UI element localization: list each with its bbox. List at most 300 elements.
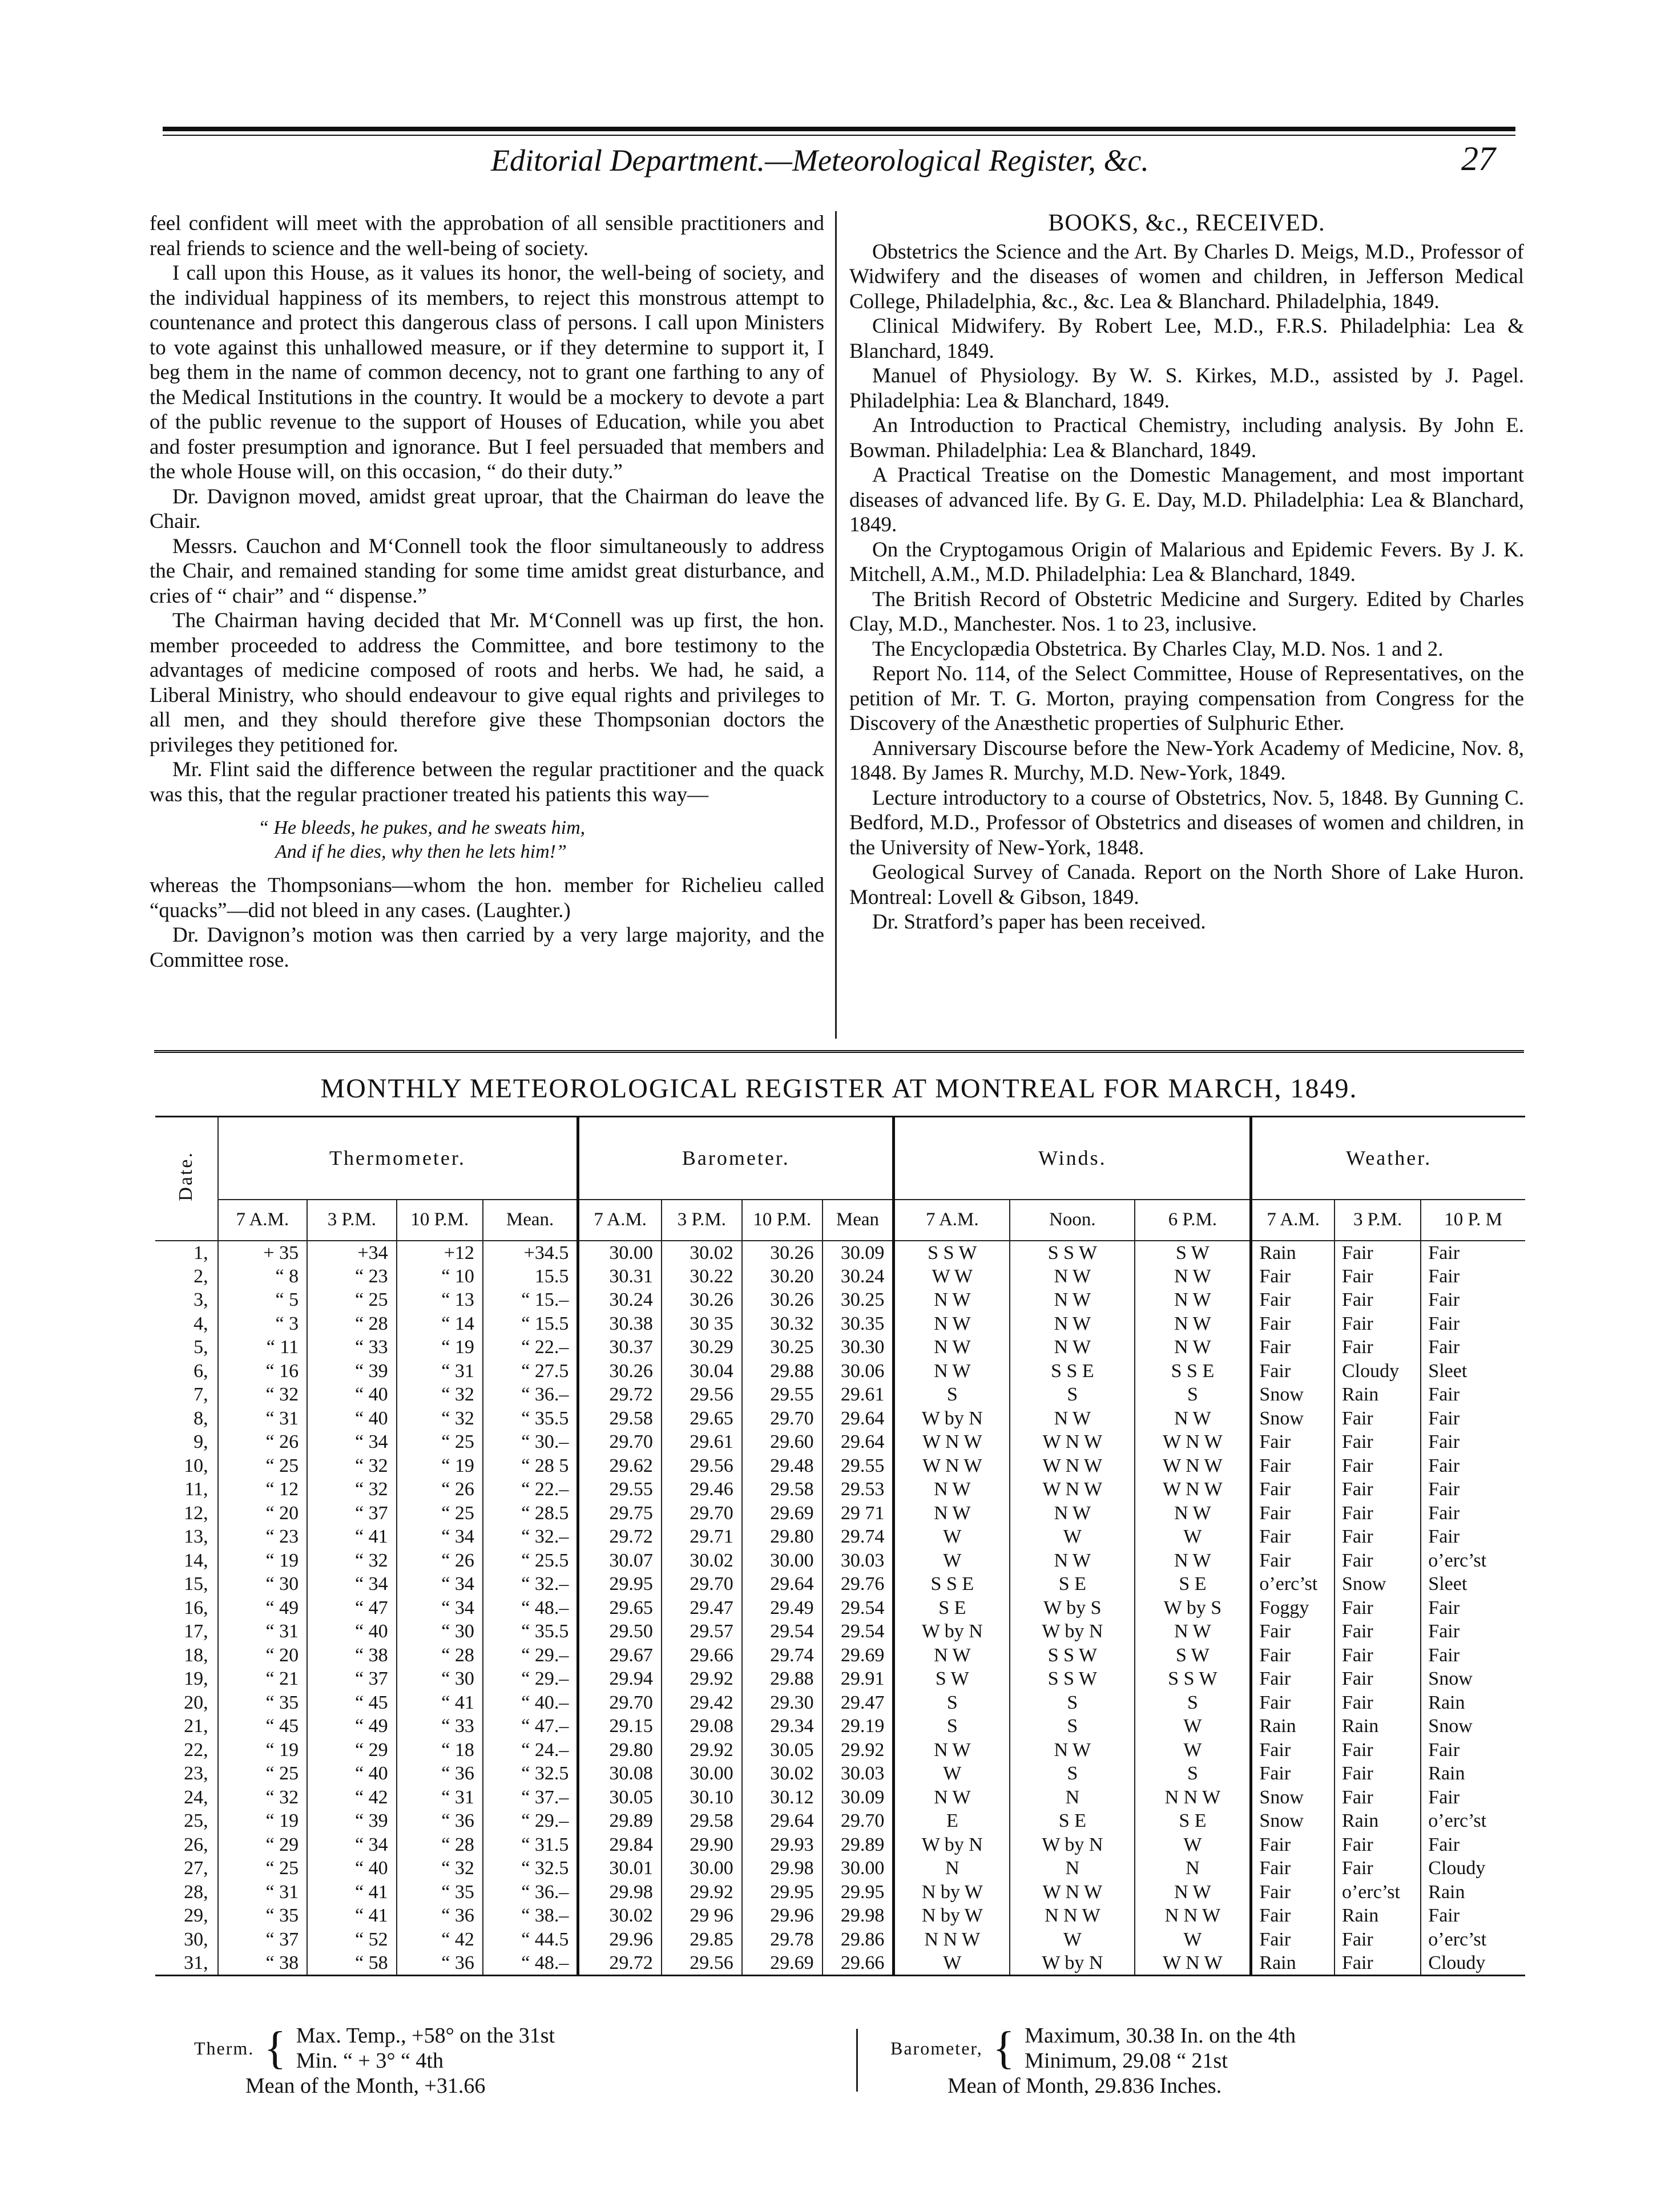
table-cell: 30.00 [662, 1762, 742, 1786]
table-cell: N W [1010, 1312, 1135, 1336]
table-cell: 29.91 [823, 1667, 894, 1691]
date-cell: 23, [184, 1763, 208, 1785]
table-row [155, 1596, 1525, 1620]
table-cell: 29.96 [578, 1928, 662, 1952]
date-cell: 29, [184, 1905, 208, 1927]
table-cell: “ 12 [218, 1478, 308, 1501]
table-cell: Fair [1335, 1549, 1421, 1573]
table-cell: Fair [1251, 1335, 1335, 1359]
section-rule [154, 1050, 1524, 1053]
table-cell: W N W [1135, 1478, 1251, 1501]
column-header: 10 P. M [1421, 1200, 1525, 1241]
table-sub-header [155, 1200, 1525, 1241]
table-cell: “ 41 [307, 1880, 397, 1904]
table-row [155, 1714, 1525, 1738]
table-cell: W by N [1010, 1951, 1135, 1976]
date-cell: 7, [193, 1384, 208, 1406]
table-cell: 29.30 [742, 1691, 823, 1715]
table-cell: 29.92 [662, 1738, 742, 1762]
table-cell: Snow [1251, 1786, 1335, 1810]
table-cell: N N W [1135, 1786, 1251, 1810]
table-cell: Sleet [1421, 1572, 1525, 1596]
table-cell: S S W [1135, 1667, 1251, 1691]
table-cell: 29.95 [742, 1880, 823, 1904]
paragraph: feel confident will meet with the approbation of all sensible practitioners and real friends to science and the well-being of society. [150, 212, 824, 260]
right-column [849, 211, 1524, 935]
table-cell: N W [894, 1335, 1010, 1359]
table-cell: 30.24 [578, 1288, 662, 1312]
table-cell: Fair [1251, 1691, 1335, 1715]
table-cell: 29.92 [662, 1880, 742, 1904]
therm-max: Max. Temp., +58° on the 31st [296, 2024, 555, 2048]
table-cell: “ 19 [397, 1335, 483, 1359]
date-cell: 10, [184, 1455, 208, 1476]
table-cell: Fair [1335, 1335, 1421, 1359]
table-cell: Rain [1251, 1951, 1335, 1976]
table-cell: “ 32 [307, 1454, 397, 1478]
table-cell: 29.66 [662, 1644, 742, 1668]
verse-line: And if he dies, why then he lets him!” [275, 841, 567, 862]
table-cell: “ 36.– [483, 1383, 578, 1407]
table-cell: E [894, 1809, 1010, 1833]
table-cell: N W [1135, 1288, 1251, 1312]
table-cell: 29.47 [662, 1596, 742, 1620]
table-cell: Rain [1335, 1714, 1421, 1738]
table-cell: Fair [1421, 1288, 1525, 1312]
table-cell: 29.56 [662, 1454, 742, 1478]
summary-divider [856, 2029, 858, 2092]
table-cell: Fair [1335, 1620, 1421, 1644]
column-header: 10 P.M. [742, 1200, 823, 1241]
verse-line: “ He bleeds, he pukes, and he sweats him, [258, 817, 586, 838]
table-cell: 29.95 [578, 1572, 662, 1596]
table-cell: 29.95 [823, 1880, 894, 1904]
table-cell: “ 3 [218, 1312, 308, 1336]
table-cell: W N W [1010, 1880, 1135, 1904]
table-cell: “ 36 [397, 1762, 483, 1786]
table-cell: N [1135, 1856, 1251, 1880]
table-cell: 29.58 [742, 1478, 823, 1501]
table-cell: “ 21 [218, 1667, 308, 1691]
table-cell: Fair [1335, 1928, 1421, 1952]
table-cell: 29.64 [823, 1430, 894, 1454]
table-cell: 29.64 [742, 1809, 823, 1833]
table-cell: “ 25 [397, 1430, 483, 1454]
table-cell: “ 40 [307, 1383, 397, 1407]
table-group-header [155, 1117, 1525, 1200]
table-cell: 30.38 [578, 1312, 662, 1336]
table-cell: N W [1010, 1335, 1135, 1359]
table-row [155, 1383, 1525, 1407]
table-cell: “ 28 [397, 1833, 483, 1857]
table-cell: 30.05 [578, 1786, 662, 1810]
table-cell: 30.08 [578, 1762, 662, 1786]
table-cell: W N W [1135, 1454, 1251, 1478]
books-heading: BOOKS, &c., RECEIVED. [1048, 210, 1325, 236]
table-cell: “ 28 5 [483, 1454, 578, 1478]
table-cell: W by N [894, 1620, 1010, 1644]
table-cell: N by W [894, 1880, 1010, 1904]
table-cell: Rain [1421, 1691, 1525, 1715]
date-cell: 13, [184, 1526, 208, 1548]
table-cell: “ 29.– [483, 1809, 578, 1833]
table-cell: S S W [1010, 1644, 1135, 1668]
table-row [155, 1904, 1525, 1928]
table-cell: 30.01 [578, 1856, 662, 1880]
table-cell: 29.86 [823, 1928, 894, 1952]
verse-quote [258, 816, 824, 864]
table-cell: Fair [1335, 1430, 1421, 1454]
table-cell: “ 32.5 [483, 1762, 578, 1786]
table-cell: “ 52 [307, 1928, 397, 1952]
table-row [155, 1809, 1525, 1833]
table-cell: 29.55 [578, 1478, 662, 1501]
table-cell: “ 37.– [483, 1786, 578, 1810]
table-cell: “ 40 [307, 1620, 397, 1644]
table-cell: W [1010, 1928, 1135, 1952]
table-cell: W N W [1135, 1951, 1251, 1976]
table-cell: Foggy [1251, 1596, 1335, 1620]
date-cell: 25, [184, 1810, 208, 1832]
table-cell: 30.00 [578, 1241, 662, 1265]
table-cell: W N W [894, 1430, 1010, 1454]
column-header: 6 P.M. [1135, 1200, 1251, 1241]
table-cell: “ 8 [218, 1265, 308, 1289]
table-cell: “ 38 [307, 1644, 397, 1668]
table-cell: 30.26 [662, 1288, 742, 1312]
table-cell: N W [1135, 1620, 1251, 1644]
winds-header: Winds. [894, 1117, 1251, 1200]
table-cell: 29.84 [578, 1833, 662, 1857]
table-cell: W [894, 1525, 1010, 1549]
table-cell: 30.26 [578, 1359, 662, 1383]
table-cell: Fair [1421, 1833, 1525, 1857]
table-cell: “ 28 [397, 1644, 483, 1668]
table-cell: N [1010, 1786, 1135, 1810]
table-cell: 29.62 [578, 1454, 662, 1478]
table-cell: 30.07 [578, 1549, 662, 1573]
table-cell: “ 47.– [483, 1714, 578, 1738]
table-cell: 29.92 [662, 1667, 742, 1691]
table-cell: 29.70 [578, 1691, 662, 1715]
table-cell: “ 41 [397, 1691, 483, 1715]
date-cell: 6, [193, 1360, 208, 1382]
table-cell: “ 26 [218, 1430, 308, 1454]
table-cell: S [894, 1714, 1010, 1738]
table-cell: “ 30 [218, 1572, 308, 1596]
date-cell: 18, [184, 1644, 208, 1666]
table-cell: S E [1010, 1809, 1135, 1833]
date-cell: 19, [184, 1668, 208, 1690]
table-cell: +34.5 [483, 1241, 578, 1265]
date-cell: 14, [184, 1549, 208, 1571]
table-cell: W N W [1010, 1430, 1135, 1454]
table-cell: 30.04 [662, 1359, 742, 1383]
table-cell: Fair [1335, 1951, 1421, 1976]
table-cell: N N W [1135, 1904, 1251, 1928]
column-header: 3 P.M. [1335, 1200, 1421, 1241]
table-cell: “ 32 [397, 1407, 483, 1431]
table-cell: W [1135, 1833, 1251, 1857]
table-cell: “ 32 [307, 1478, 397, 1501]
table-cell: “ 32.– [483, 1525, 578, 1549]
table-cell: “ 11 [218, 1335, 308, 1359]
table-cell: 29 96 [662, 1904, 742, 1928]
table-cell: 29.19 [823, 1714, 894, 1738]
date-cell: 1, [193, 1242, 208, 1264]
table-cell: o’erc’st [1251, 1572, 1335, 1596]
table-cell: “ 33 [397, 1714, 483, 1738]
table-cell: “ 48.– [483, 1596, 578, 1620]
table-cell: S E [1135, 1572, 1251, 1596]
book-entry: Lecture introductory to a course of Obstetrics, Nov. 5, 1848. By Gunning C. Bedford, M.D., Professor of Obstetrics and diseases of women and children, in the University of New-York, 1848. [849, 786, 1524, 859]
table-row [155, 1335, 1525, 1359]
table-cell: “ 40 [307, 1856, 397, 1880]
baro-label: Barometer, [890, 2038, 983, 2058]
table-cell: W [1010, 1525, 1135, 1549]
column-header: Mean. [483, 1200, 578, 1241]
table-cell: Fair [1335, 1265, 1421, 1289]
table-cell: 30.06 [823, 1359, 894, 1383]
table-row [155, 1620, 1525, 1644]
table-cell: W N W [1135, 1430, 1251, 1454]
table-cell: 29.80 [742, 1525, 823, 1549]
table-cell: Fair [1251, 1478, 1335, 1501]
table-cell: Fair [1251, 1265, 1335, 1289]
date-cell: 5, [193, 1337, 208, 1358]
table-cell: Fair [1251, 1738, 1335, 1762]
table-cell: 29.72 [578, 1951, 662, 1976]
paragraph: I call upon this House, as it values its honor, the well-being of society, and the individual happiness of its members, to reject this monstrous attempt to countenance and protect this dangerous class of persons. I call upon Ministers to vote against this unhallowed measure, or if they determine to support it, I beg them in the name of common decency, not to grant one farthing to any of the Medical Institutions in the country. It would be a mockery to devote a part of the public revenue to the support of Houses of Education, while you abet and foster presumption and ignorance. But I feel persuaded that members and the whole House will, on this occasion, “ do their duty.” [150, 261, 824, 483]
table-cell: “ 19 [218, 1549, 308, 1573]
book-entry: The Encyclopædia Obstetrica. By Charles Clay, M.D. Nos. 1 and 2. [872, 637, 1444, 661]
table-cell: “ 23 [307, 1265, 397, 1289]
table-cell: Fair [1421, 1265, 1525, 1289]
table-cell: Fair [1251, 1644, 1335, 1668]
date-cell: 12, [184, 1502, 208, 1524]
table-cell: 29.71 [662, 1525, 742, 1549]
date-cell: 9, [193, 1431, 208, 1453]
paragraph: whereas the Thompsonians—whom the hon. member for Richelieu called “quacks”—did not bleed in any cases. (Laughter.) [150, 874, 824, 922]
date-cell: 26, [184, 1834, 208, 1855]
table-cell: Fair [1251, 1454, 1335, 1478]
table-cell: Fair [1251, 1833, 1335, 1857]
table-cell: 29.54 [742, 1620, 823, 1644]
table-cell: Fair [1335, 1312, 1421, 1336]
table-cell: Fair [1335, 1525, 1421, 1549]
table-cell: S S W [1010, 1241, 1135, 1265]
table-row [155, 1786, 1525, 1810]
table-cell: “ 35 [218, 1691, 308, 1715]
table-cell: o’erc’st [1421, 1928, 1525, 1952]
table-cell: 29.98 [742, 1856, 823, 1880]
date-cell: 20, [184, 1692, 208, 1713]
table-cell: Fair [1421, 1454, 1525, 1478]
barometer-summary [890, 2023, 1518, 2098]
table-cell: N W [894, 1786, 1010, 1810]
column-header: Mean [823, 1200, 894, 1241]
table-cell: 29.92 [823, 1738, 894, 1762]
table-row [155, 1312, 1525, 1336]
table-cell: S S W [894, 1241, 1010, 1265]
book-entry: An Introduction to Practical Chemistry, including analysis. By John E. Bowman. Philadelphia: Lea & Blanchard, 1849. [849, 414, 1524, 462]
date-cell: 27, [184, 1858, 208, 1879]
table-cell: Fair [1335, 1241, 1421, 1265]
table-cell: “ 38.– [483, 1904, 578, 1928]
table-cell: “ 35 [397, 1880, 483, 1904]
table-cell: W N W [1010, 1478, 1135, 1501]
table-cell: W by N [1010, 1833, 1135, 1857]
table-cell: Fair [1335, 1644, 1421, 1668]
table-cell: “ 25 [397, 1501, 483, 1525]
date-header [155, 1117, 218, 1241]
table-cell: “ 26 [397, 1478, 483, 1501]
table-cell: 29.55 [742, 1383, 823, 1407]
table-cell: W [894, 1762, 1010, 1786]
table-cell: W by S [1010, 1596, 1135, 1620]
table-cell: “ 34 [397, 1572, 483, 1596]
table-cell: “ 58 [307, 1951, 397, 1976]
brace-glyph: { [264, 2023, 287, 2073]
table-cell: “ 5 [218, 1288, 308, 1312]
table-cell: “ 13 [397, 1288, 483, 1312]
table-cell: “ 31 [218, 1620, 308, 1644]
table-cell: Fair [1421, 1241, 1525, 1265]
table-cell: Snow [1421, 1714, 1525, 1738]
table-row [155, 1880, 1525, 1904]
table-cell: Fair [1335, 1691, 1421, 1715]
table-cell: Fair [1421, 1312, 1525, 1336]
baro-mean: Mean of Month, 29.836 Inches. [948, 2074, 1222, 2098]
table-row [155, 1667, 1525, 1691]
table-cell: S E [894, 1596, 1010, 1620]
table-cell: “ 41 [307, 1525, 397, 1549]
date-cell: 31, [155, 1951, 218, 1976]
table-cell: “ 31 [397, 1359, 483, 1383]
table-cell: “ 18 [397, 1738, 483, 1762]
table-cell: “ 24.– [483, 1738, 578, 1762]
therm-lines [296, 2023, 555, 2073]
table-cell: “ 15.– [483, 1288, 578, 1312]
table-cell: 30.03 [823, 1549, 894, 1573]
table-cell: Fair [1335, 1856, 1421, 1880]
table-cell: 30.35 [823, 1312, 894, 1336]
table-cell: N W [1135, 1407, 1251, 1431]
therm-label: Therm. [194, 2038, 255, 2058]
table-cell: 29.70 [742, 1407, 823, 1431]
date-cell: 22, [184, 1739, 208, 1761]
table-cell: “ 42 [307, 1786, 397, 1810]
table-cell: “ 29.– [483, 1644, 578, 1668]
table-cell: 29.70 [823, 1809, 894, 1833]
table-cell: Rain [1335, 1904, 1421, 1928]
table-row [155, 1525, 1525, 1549]
table-cell: 29.66 [823, 1951, 894, 1976]
meteorological-table [155, 1116, 1525, 1976]
table-cell: 30.37 [578, 1335, 662, 1359]
table-cell: “ 35.5 [483, 1620, 578, 1644]
table-cell: 29.88 [742, 1359, 823, 1383]
table-cell: “ 27.5 [483, 1359, 578, 1383]
table-cell: Rain [1421, 1762, 1525, 1786]
table-cell: “ 30.– [483, 1430, 578, 1454]
table-cell: Fair [1421, 1738, 1525, 1762]
table-cell: “ 40 [307, 1762, 397, 1786]
table-cell: W N W [894, 1454, 1010, 1478]
table-cell: 29.53 [823, 1478, 894, 1501]
table-cell: “ 39 [307, 1809, 397, 1833]
table-cell: 29.60 [742, 1430, 823, 1454]
table-cell: 29.48 [742, 1454, 823, 1478]
table-cell: N W [1135, 1312, 1251, 1336]
table-cell: W by N [894, 1833, 1010, 1857]
table-cell: “ 36 [397, 1904, 483, 1928]
table-cell: 30.32 [742, 1312, 823, 1336]
table-cell: Fair [1421, 1904, 1525, 1928]
book-entry: A Practical Treatise on the Domestic Management, and most important diseases of advanced life. By G. E. Day, M.D. Philadelphia: Lea & Blanchard, 1849. [849, 463, 1524, 536]
table-cell: S W [894, 1667, 1010, 1691]
book-entry: The British Record of Obstetric Medicine and Surgery. Edited by Charles Clay, M.D., Manchester. Nos. 1 to 23, inclusive. [849, 587, 1524, 636]
left-column [150, 211, 824, 972]
table-cell: Fair [1335, 1786, 1421, 1810]
table-row [155, 1738, 1525, 1762]
table-cell: “ 14 [397, 1312, 483, 1336]
table-cell: S S E [1010, 1359, 1135, 1383]
table-cell: “ 31.5 [483, 1833, 578, 1857]
table-cell: “ 34 [307, 1572, 397, 1596]
table-cell: Fair [1251, 1856, 1335, 1880]
table-cell: 29.67 [578, 1644, 662, 1668]
table-cell: S [894, 1383, 1010, 1407]
table-cell: 30.12 [742, 1786, 823, 1810]
table-cell: S [1135, 1691, 1251, 1715]
table-cell: Fair [1335, 1762, 1421, 1786]
table-cell: 29.88 [742, 1667, 823, 1691]
table-cell: N W [1135, 1501, 1251, 1525]
baro-lines [1025, 2023, 1296, 2073]
column-header: 7 A.M. [894, 1200, 1010, 1241]
table-cell: Rain [1251, 1714, 1335, 1738]
table-cell: “ 25 [307, 1288, 397, 1312]
table-cell: S S E [1135, 1359, 1251, 1383]
table-cell: Cloudy [1421, 1856, 1525, 1880]
date-cell: 21, [184, 1715, 208, 1737]
table-cell: Fair [1421, 1501, 1525, 1525]
table-cell: + 35 [218, 1241, 308, 1265]
table-cell: Fair [1335, 1833, 1421, 1857]
table-cell: “ 19 [218, 1738, 308, 1762]
table-cell: 29.89 [578, 1809, 662, 1833]
table-cell: N W [1135, 1265, 1251, 1289]
table-row [155, 1478, 1525, 1501]
table-cell: 30.00 [662, 1856, 742, 1880]
table-cell: 29.42 [662, 1691, 742, 1715]
table-cell: “ 36 [397, 1809, 483, 1833]
table-cell: “ 34 [397, 1525, 483, 1549]
table-cell: S [1010, 1714, 1135, 1738]
table-cell: “ 48.– [483, 1951, 578, 1976]
book-entry: Anniversary Discourse before the New-York Academy of Medicine, Nov. 8, 1848. By James R. Murchy, M.D. New-York, 1849. [849, 736, 1524, 785]
table-cell: S E [1010, 1572, 1135, 1596]
table-cell: Rain [1335, 1809, 1421, 1833]
table-cell: N W [1010, 1407, 1135, 1431]
table-cell: Fair [1335, 1596, 1421, 1620]
book-entry: Report No. 114, of the Select Committee, House of Representatives, on the petition of Mr. T. G. Morton, praying compensation from Congress for the Discovery of the Anæsthetic properties of Sulphuric Ether. [849, 662, 1524, 735]
table-cell: N W [894, 1738, 1010, 1762]
table-cell: “ 36.– [483, 1880, 578, 1904]
table-cell: “ 32 [397, 1856, 483, 1880]
table-cell: Rain [1421, 1880, 1525, 1904]
